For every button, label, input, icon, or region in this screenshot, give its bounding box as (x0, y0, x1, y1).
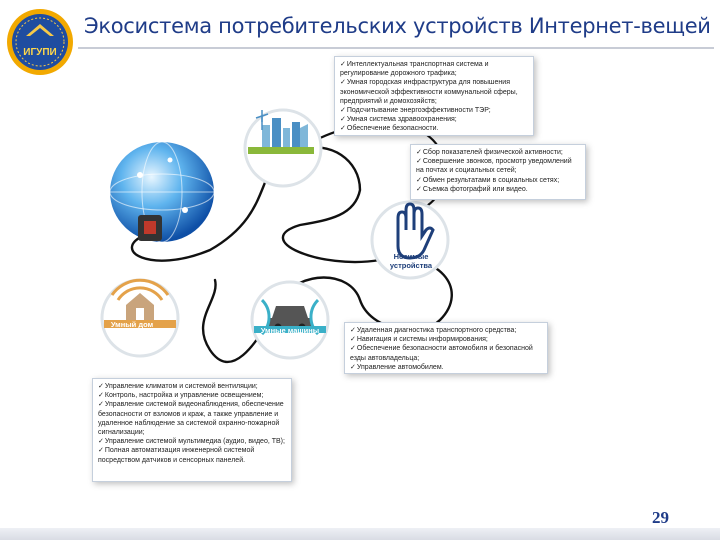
list-item: ✓ Управление автомобилем. (350, 363, 542, 372)
list-item: ✓ Навигация и системы информирования; (350, 335, 542, 344)
city-icon (245, 110, 321, 186)
list-item: ✓ Обеспечение безопасности автомобиля и безопасной езды автовладельца; (350, 344, 542, 362)
list-item: ✓ Управление системой мультимедиа (аудио, видео, ТВ); (98, 437, 286, 446)
list-item: ✓ Сбор показателей физической активности; (416, 148, 580, 157)
list-item: ✓ Обмен результатами в социальных сетях; (416, 176, 580, 185)
list-item: ✓ Интеллектуальная транспортная система и регулирование дорожного трафика; (340, 60, 528, 78)
footer-bar (0, 528, 720, 540)
list-item: ✓ Управление системой видеонаблюдения, обеспечение безопасности от взломов и краж, а также управление и удаленное наблюдение за системой охранно-пожарной сигнализации; (98, 400, 286, 437)
page-number: 29 (652, 508, 669, 527)
info-box-smart-home (92, 378, 292, 482)
node-label-smart-city: Умные города (256, 154, 310, 163)
house-icon (102, 280, 178, 356)
list-item: ✓ Умная городская инфраструктура для повышения экономической эффективности коммунальной сферы, предприятий и домохозяйств; (340, 78, 528, 106)
info-box-smart-cars (344, 322, 548, 374)
car-icon (252, 282, 328, 358)
list-item: ✓ Съемка фотографий или видео. (416, 185, 580, 194)
list-item: ✓ Совершение звонков, просмотр уведомлений на почтах и социальных сетей; (416, 157, 580, 175)
list-item: ✓ Подсчитывание энергоэффективности ТЭР; (340, 106, 528, 115)
list-item: ✓ Контроль, настройка и управление освещением; (98, 391, 286, 400)
list-item: ✓ Удаленная диагностика транспортного средства; (350, 326, 542, 335)
node-label-smart-home: Умный дом (110, 320, 154, 329)
plug-icon (138, 215, 162, 241)
info-box-wearables (410, 144, 586, 200)
list-item: ✓ Умная система здравоохранения; (340, 115, 528, 124)
list-item: ✓ Управление климатом и системой вентиляции; (98, 382, 286, 391)
list-item: ✓ Полная автоматизация инженерной системой посредством датчиков и сенсорных панелей. (98, 446, 286, 464)
node-label-wearables: Носимые устройства (389, 252, 433, 270)
logo-text: ИГУПИ (23, 47, 57, 58)
page-title: Экосистема потребительских устройств Интернет-вещей (84, 14, 711, 38)
node-label-smart-cars: Умные машины (260, 326, 320, 335)
info-box-smart-city (334, 56, 534, 136)
list-item: ✓ Обеспечение безопасности. (340, 124, 528, 133)
